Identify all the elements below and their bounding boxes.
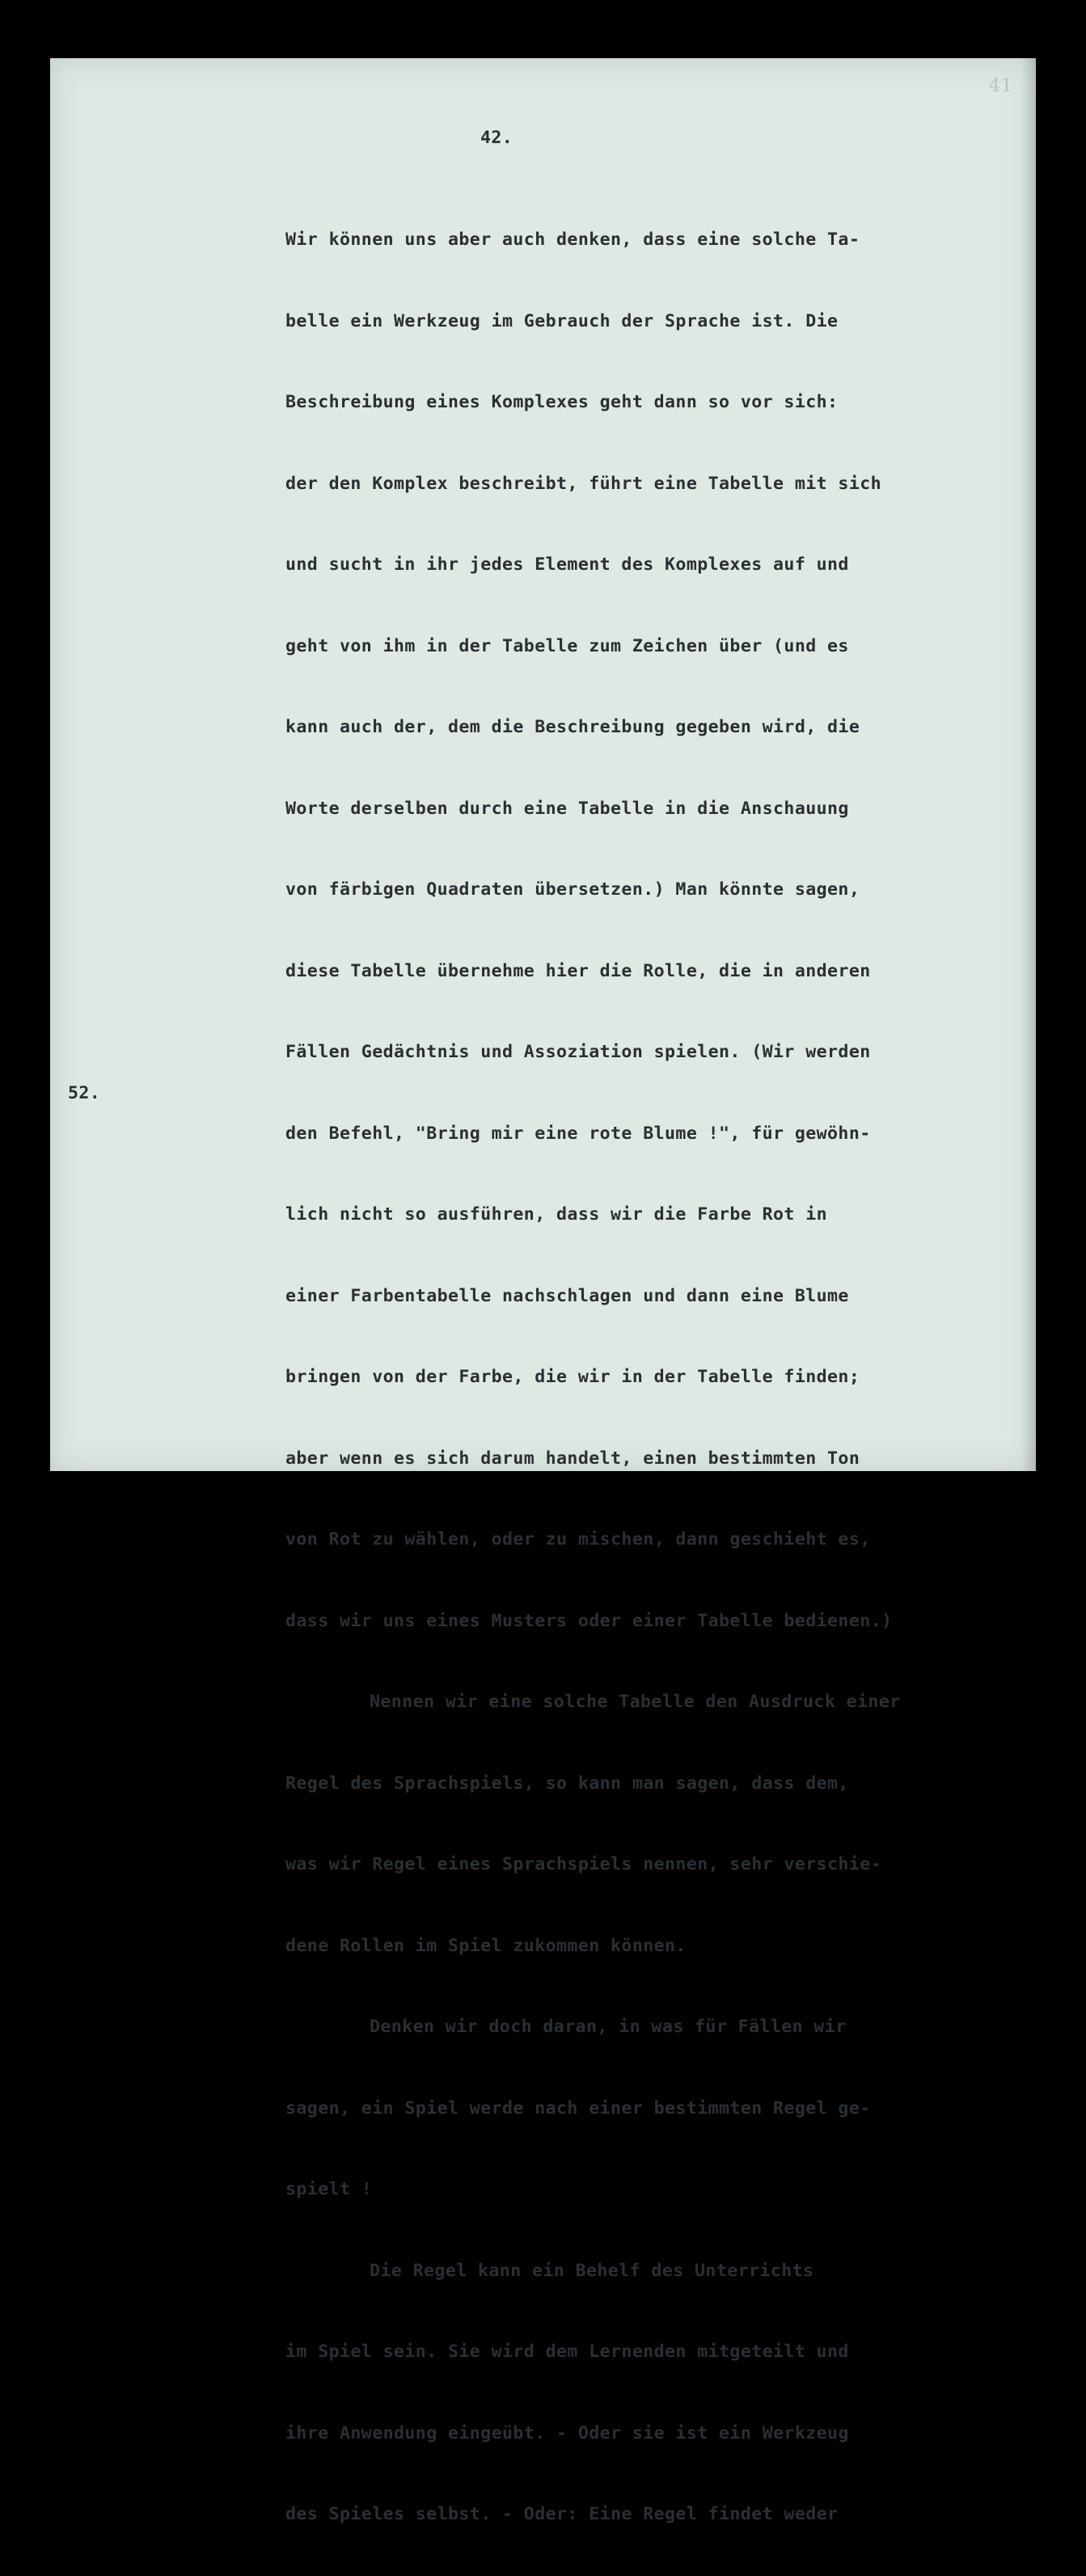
archive-page-mark: 41 bbox=[989, 76, 1013, 96]
text-line: lich nicht so ausführen, dass wir die Farbe Rot in bbox=[285, 1204, 828, 1225]
text-line: des Spieles selbst. - Oder: Eine Regel findet weder bbox=[285, 2504, 839, 2524]
paragraph-first-line: Die Regel kann ein Behelf des Unterrichts bbox=[370, 2260, 814, 2281]
text-line: und sucht in ihr jedes Element des Komplexes auf und bbox=[285, 554, 849, 575]
section-number: 52. bbox=[68, 1083, 101, 1103]
paragraph-first-line: Denken wir doch daran, in was für Fällen wir bbox=[370, 2017, 847, 2037]
text-line: was wir Regel eines Sprachspiels nennen, sehr verschie- bbox=[285, 1854, 882, 1874]
text-line: Worte derselben durch eine Tabelle in die Anschauung bbox=[285, 798, 849, 819]
text-line: ihre Anwendung eingeübt. - Oder sie ist ein Werkzeug bbox=[285, 2422, 849, 2443]
text-line: von färbigen Quadraten übersetzen.) Man könnte sagen, bbox=[285, 879, 860, 900]
text-line: Fällen Gedächtnis und Assoziation spielen. (Wir werden bbox=[285, 1042, 871, 1062]
text-line: Wir können uns aber auch denken, dass eine solche Ta- bbox=[285, 230, 860, 250]
page-number: 42. bbox=[480, 128, 513, 148]
text-line: dass wir uns eines Musters oder einer Tabelle bedienen.) bbox=[285, 1610, 893, 1631]
text-line: kann auch der, dem die Beschreibung gegeben wird, die bbox=[285, 717, 860, 737]
text-line: dene Rollen im Spiel zukommen können. bbox=[285, 1935, 687, 1956]
text-line: diese Tabelle übernehme hier die Rolle, die in anderen bbox=[285, 960, 871, 981]
body-text bbox=[285, 179, 1029, 2576]
text-line: belle ein Werkzeug im Gebrauch der Sprache ist. Die bbox=[285, 310, 839, 331]
text-line: bringen von der Farbe, die wir in der Tabelle finden; bbox=[285, 1367, 860, 1387]
text-line: den Befehl, "Bring mir eine rote Blume !", für gewöhn- bbox=[285, 1123, 871, 1144]
text-line: im Spiel sein. Sie wird dem Lernenden mitgeteilt und bbox=[285, 2342, 849, 2362]
text-line: geht von ihm in der Tabelle zum Zeichen über (und es bbox=[285, 635, 849, 656]
text-line: spielt ! bbox=[285, 2179, 373, 2199]
text-line: der den Komplex beschreibt, führt eine Tabelle mit sich bbox=[285, 473, 882, 494]
text-line: sagen, ein Spiel werde nach einer bestimmten Regel ge- bbox=[285, 2097, 871, 2119]
text-line: aber wenn es sich darum handelt, einen bestimmten Ton bbox=[285, 1448, 860, 1469]
text-line: Beschreibung eines Komplexes geht dann so vor sich: bbox=[285, 392, 839, 412]
text-line: einer Farbentabelle nachschlagen und dann eine Blume bbox=[285, 1285, 849, 1306]
paragraph-first-line: Nennen wir eine solche Tabelle den Ausdruck einer bbox=[370, 1692, 901, 1712]
text-line: Regel des Sprachspiels, so kann man sagen, dass dem, bbox=[285, 1773, 849, 1794]
text-line: von Rot zu wählen, oder zu mischen, dann geschieht es, bbox=[285, 1529, 871, 1549]
